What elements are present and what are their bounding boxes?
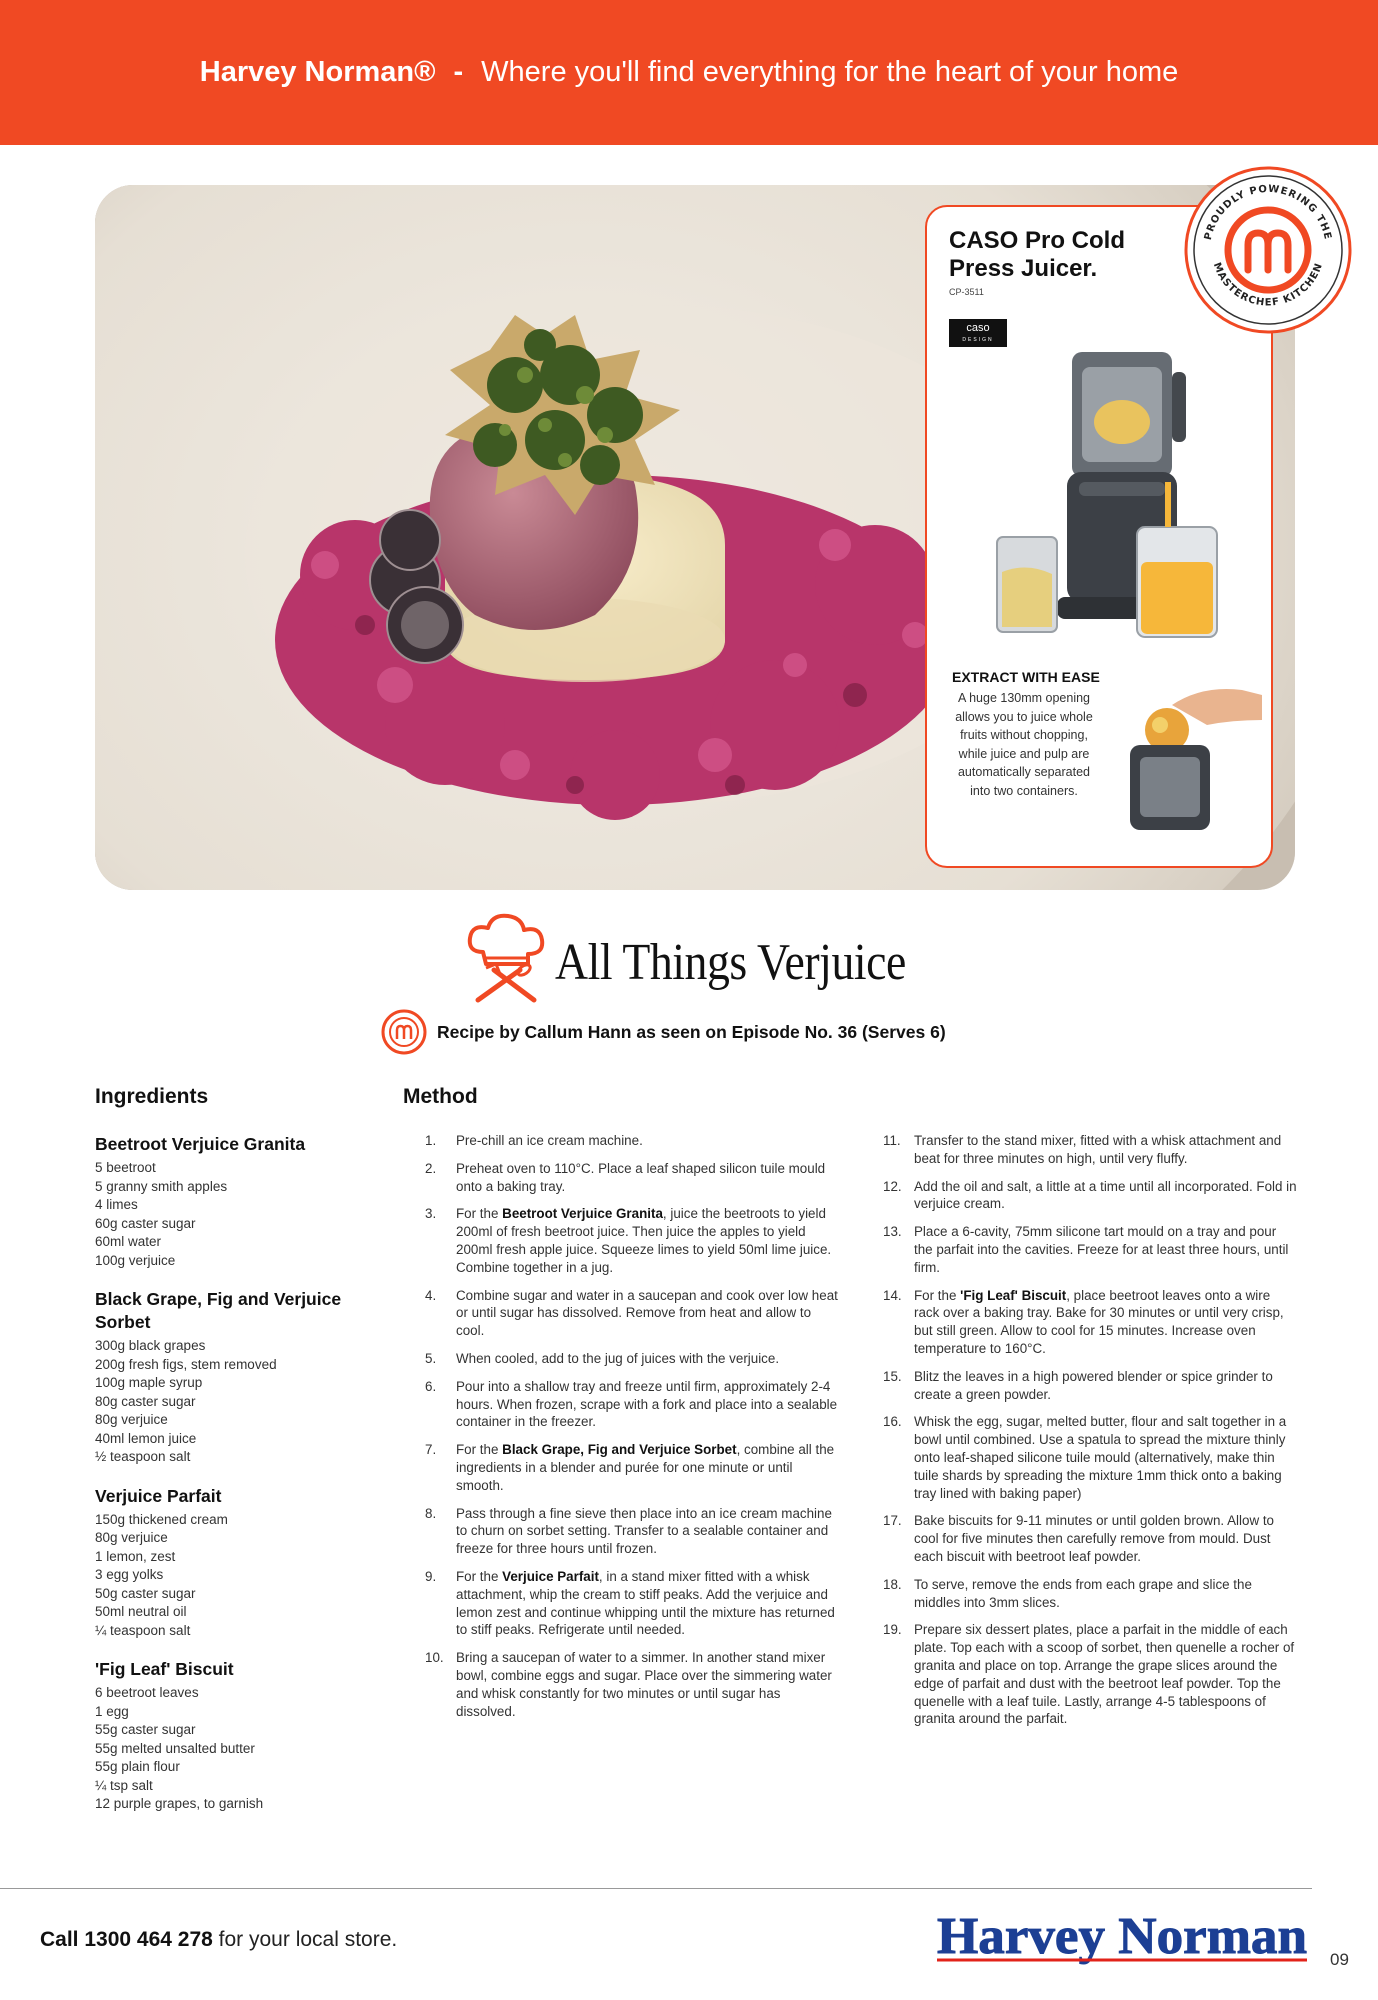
step-number: 10. <box>425 1650 444 1666</box>
feature-heading: EXTRACT WITH EASE <box>952 669 1100 685</box>
step-number: 8. <box>425 1505 437 1521</box>
ingredient-item: 55g caster sugar <box>95 1722 196 1737</box>
ingredient-group-granita <box>95 1133 385 1270</box>
method-step <box>420 1160 840 1196</box>
step-text: For the Beetroot Verjuice Granita, juice the beetroots to yield 200ml of fresh beetroot juice. Then juice the apples to yield 200ml fresh apple juice. Squeeze limes to yield 50ml lime juice. Combine together in a jug. <box>456 1206 832 1275</box>
ingredient-item: 4 limes <box>95 1197 138 1212</box>
method-step <box>420 1205 840 1276</box>
method-step <box>878 1512 1298 1565</box>
ingredient-group-parfait <box>95 1485 385 1641</box>
step-number: 5. <box>425 1350 437 1366</box>
call-suffix: for your local store. <box>212 1928 398 1951</box>
badge-bottom-text: MASTERCHEF KITCHEN <box>1210 261 1326 309</box>
ingredient-group-title: Black Grape, Fig and Verjuice Sorbet <box>95 1289 342 1332</box>
product-model-number: CP-3511 <box>949 287 984 297</box>
method-step <box>420 1132 840 1150</box>
caso-logo-text: caso <box>966 322 990 334</box>
step-text: Transfer to the stand mixer, fitted with a whisk attachment and beat for three minutes on high, until very fluffy. <box>914 1133 1282 1166</box>
method-step <box>878 1287 1298 1358</box>
method-step <box>420 1505 840 1558</box>
step-text: Bring a saucepan of water to a simmer. In another stand mixer bowl, combine eggs and sugar. Place over the simmering water and whisk constantly for two minutes or until sugar has dissolved. <box>456 1650 832 1719</box>
step-text: Blitz the leaves in a high powered blender or spice grinder to create a green powder. <box>914 1368 1273 1402</box>
ingredient-item: 6 beetroot leaves <box>95 1685 199 1700</box>
method-heading: Method <box>403 1085 478 1108</box>
ingredient-item: 50ml neutral oil <box>95 1604 187 1619</box>
feature-text: A huge 130mm opening allows you to juice whole fruits without chopping, while juice and pulp are automatically separated into two containers. <box>955 691 1093 798</box>
recipe-title: All Things Verjuice <box>555 934 906 991</box>
ingredient-group-biscuit <box>95 1658 385 1814</box>
recipe-credit: Recipe by Callum Hann as seen on Episode No. 36 (Serves 6) <box>437 1022 946 1042</box>
method-step <box>878 1132 1298 1168</box>
step-number: 12. <box>883 1178 902 1194</box>
ingredient-item: 80g verjuice <box>95 1530 168 1545</box>
step-number: 18. <box>883 1576 902 1592</box>
step-text: For the Black Grape, Fig and Verjuice Sorbet, combine all the ingredients in a blender and purée for one minute or until smooth. <box>456 1442 835 1493</box>
step-text: Place a 6-cavity, 75mm silicone tart mould on a tray and pour the parfait into the cavities. Freeze for at least three hours, until firm. <box>914 1224 1289 1275</box>
step-text: For the 'Fig Leaf' Biscuit, place beetroot leaves onto a wire rack over a baking tray. Bake for 30 minutes or until very crisp, but still green. Allow to cool for 15 minutes. Increase oven temperature to 160°C. <box>914 1287 1284 1356</box>
step-number: 11. <box>883 1133 901 1148</box>
ingredients-heading: Ingredients <box>95 1085 209 1108</box>
ingredient-item: 5 beetroot <box>95 1160 156 1175</box>
step-number: 4. <box>425 1287 437 1303</box>
phone-number[interactable]: 1300 464 278 <box>84 1928 213 1951</box>
ingredient-group-sorbet <box>95 1288 385 1467</box>
ingredient-item: ¼ teaspoon salt <box>95 1622 191 1638</box>
ingredient-item: 5 granny smith apples <box>95 1178 228 1194</box>
step-number: 6. <box>425 1378 437 1394</box>
step-number: 2. <box>425 1160 437 1176</box>
method-column-left <box>420 1132 840 1730</box>
step-number: 17. <box>883 1513 902 1529</box>
method-step <box>878 1178 1298 1214</box>
ingredient-item: 40ml lemon juice <box>95 1430 197 1446</box>
ingredients-list <box>95 1133 385 1832</box>
ingredient-group-title: Beetroot Verjuice Granita <box>95 1134 306 1154</box>
harvey-norman-logo-text: Harvey Norman <box>937 1908 1308 1965</box>
call-to-action <box>40 1928 397 1952</box>
page-number: 09 <box>1330 1950 1349 1969</box>
ingredient-group-title: Verjuice Parfait <box>95 1485 222 1506</box>
step-number: 15. <box>883 1368 902 1384</box>
ingredient-item: ½ teaspoon salt <box>95 1449 191 1464</box>
ingredient-item: 12 purple grapes, to garnish <box>95 1796 264 1811</box>
ingredient-item: 60g caster sugar <box>95 1215 196 1231</box>
step-number: 9. <box>425 1568 437 1584</box>
method-step <box>420 1287 840 1340</box>
juicer-product-icon <box>987 322 1227 662</box>
step-text: Combine sugar and water in a saucepan and cook over low heat or until sugar has dissolved. Remove from heat and allow to cool. <box>456 1287 838 1339</box>
ingredient-item: 150g thickened cream <box>95 1511 228 1527</box>
chef-hat-cutlery-icon <box>458 912 553 1007</box>
ingredient-item: 80g verjuice <box>95 1412 168 1427</box>
method-column-right <box>878 1132 1298 1738</box>
ingredient-item: 60ml water <box>95 1234 162 1249</box>
step-text: Whisk the egg, sugar, melted butter, flour and salt together in a bowl until combined. Use a spatula to spread the mixture thinly onto leaf-shaped silicone tuile mould (alternatively, make thin tuile shards by spreading the mixture 1mm thick onto a baking tray lined with baking paper) <box>914 1414 1287 1501</box>
ingredient-group-title: 'Fig Leaf' Biscuit <box>95 1659 234 1679</box>
banner-separator: - <box>453 56 464 88</box>
method-step <box>878 1368 1298 1404</box>
step-text: Pour into a shallow tray and freeze until firm, approximately 2-4 hours. When frozen, scrape with a fork and place into a sealable container in the freezer. <box>456 1378 838 1430</box>
method-step <box>420 1378 840 1431</box>
harvey-norman-logo <box>935 1905 1315 1965</box>
ingredient-item: 200g fresh figs, stem removed <box>95 1356 277 1372</box>
ingredient-item: 50g caster sugar <box>95 1585 196 1601</box>
step-number: 14. <box>883 1287 902 1303</box>
method-step <box>878 1223 1298 1276</box>
ingredient-item: 1 lemon, zest <box>95 1548 176 1564</box>
hand-apple-juicer-icon <box>1112 675 1262 835</box>
method-step <box>878 1621 1298 1728</box>
caso-logo-sub: DESIGN <box>962 337 994 343</box>
footer-divider <box>0 1888 1312 1889</box>
step-text: To serve, remove the ends from each grape and slice the middles into 3mm slices. <box>914 1576 1252 1610</box>
top-banner <box>0 0 1378 145</box>
step-number: 1. <box>425 1133 437 1148</box>
ingredient-item: 300g black grapes <box>95 1338 206 1353</box>
method-step <box>420 1350 840 1368</box>
step-number: 19. <box>883 1622 902 1638</box>
ingredient-item: 1 egg <box>95 1703 129 1719</box>
step-text: Bake biscuits for 9-11 minutes or until golden brown. Allow to cool for five minutes then carefully remove from mould. Dust each biscuit with beetroot leaf powder. <box>914 1513 1274 1564</box>
method-step <box>878 1576 1298 1612</box>
ingredient-item: ¼ tsp salt <box>95 1777 153 1793</box>
step-text: Pre-chill an ice cream machine. <box>456 1133 643 1148</box>
method-step <box>420 1441 840 1494</box>
ingredient-item: 100g maple syrup <box>95 1375 203 1390</box>
step-text: When cooled, add to the jug of juices with the verjuice. <box>456 1350 780 1366</box>
step-text: Prepare six dessert plates, place a parfait in the middle of each plate. Top each with a scoop of sorbet, then quenelle a rocher of granita and place on top. Arrange the grape slices around the edge of parfait and dust with the beetroot leaf powder. Top the quenelle with a leaf tuile. Lastly, arrange 4-5 tablespoons of granita around the parfait. <box>914 1622 1295 1727</box>
method-step <box>878 1413 1298 1502</box>
ingredient-item: 55g melted unsalted butter <box>95 1740 255 1756</box>
step-text: Pass through a fine sieve then place into an ice cream machine to churn on sorbet setting. Transfer to a sealable container and freeze for three hours until frozen. <box>456 1505 832 1557</box>
step-text: Add the oil and salt, a little at a time until all incorporated. Fold in verjuice cream. <box>914 1178 1297 1212</box>
step-text: Preheat oven to 110°C. Place a leaf shaped silicon tuile mould onto a baking tray. <box>456 1160 826 1194</box>
call-prefix: Call <box>40 1928 85 1951</box>
ingredient-item: 80g caster sugar <box>95 1393 196 1409</box>
step-number: 13. <box>883 1224 902 1240</box>
banner-tagline: Where you'll find everything for the heart of your home <box>481 56 1179 88</box>
masterchef-badge <box>1183 165 1353 335</box>
step-number: 7. <box>425 1442 437 1458</box>
ingredient-item: 100g verjuice <box>95 1252 176 1268</box>
ingredient-item: 55g plain flour <box>95 1759 180 1774</box>
step-number: 16. <box>883 1414 902 1430</box>
masterchef-small-logo-icon <box>380 1008 428 1056</box>
method-step <box>420 1568 840 1639</box>
method-step <box>420 1649 840 1720</box>
ingredient-item: 3 egg yolks <box>95 1567 164 1582</box>
step-number: 3. <box>425 1206 437 1222</box>
product-title: CASO Pro Cold Press Juicer. <box>949 227 1126 282</box>
badge-top-text: PROUDLY POWERING THE <box>1202 183 1334 242</box>
banner-brand: Harvey Norman® <box>199 56 436 88</box>
step-text: For the Verjuice Parfait, in a stand mixer fitted with a whisk attachment, whip the cream to stiff peaks. Add the verjuice and lemon zest and continue whipping until the mixture has returned to stiff peaks. Refrigerate until needed. <box>456 1568 835 1638</box>
